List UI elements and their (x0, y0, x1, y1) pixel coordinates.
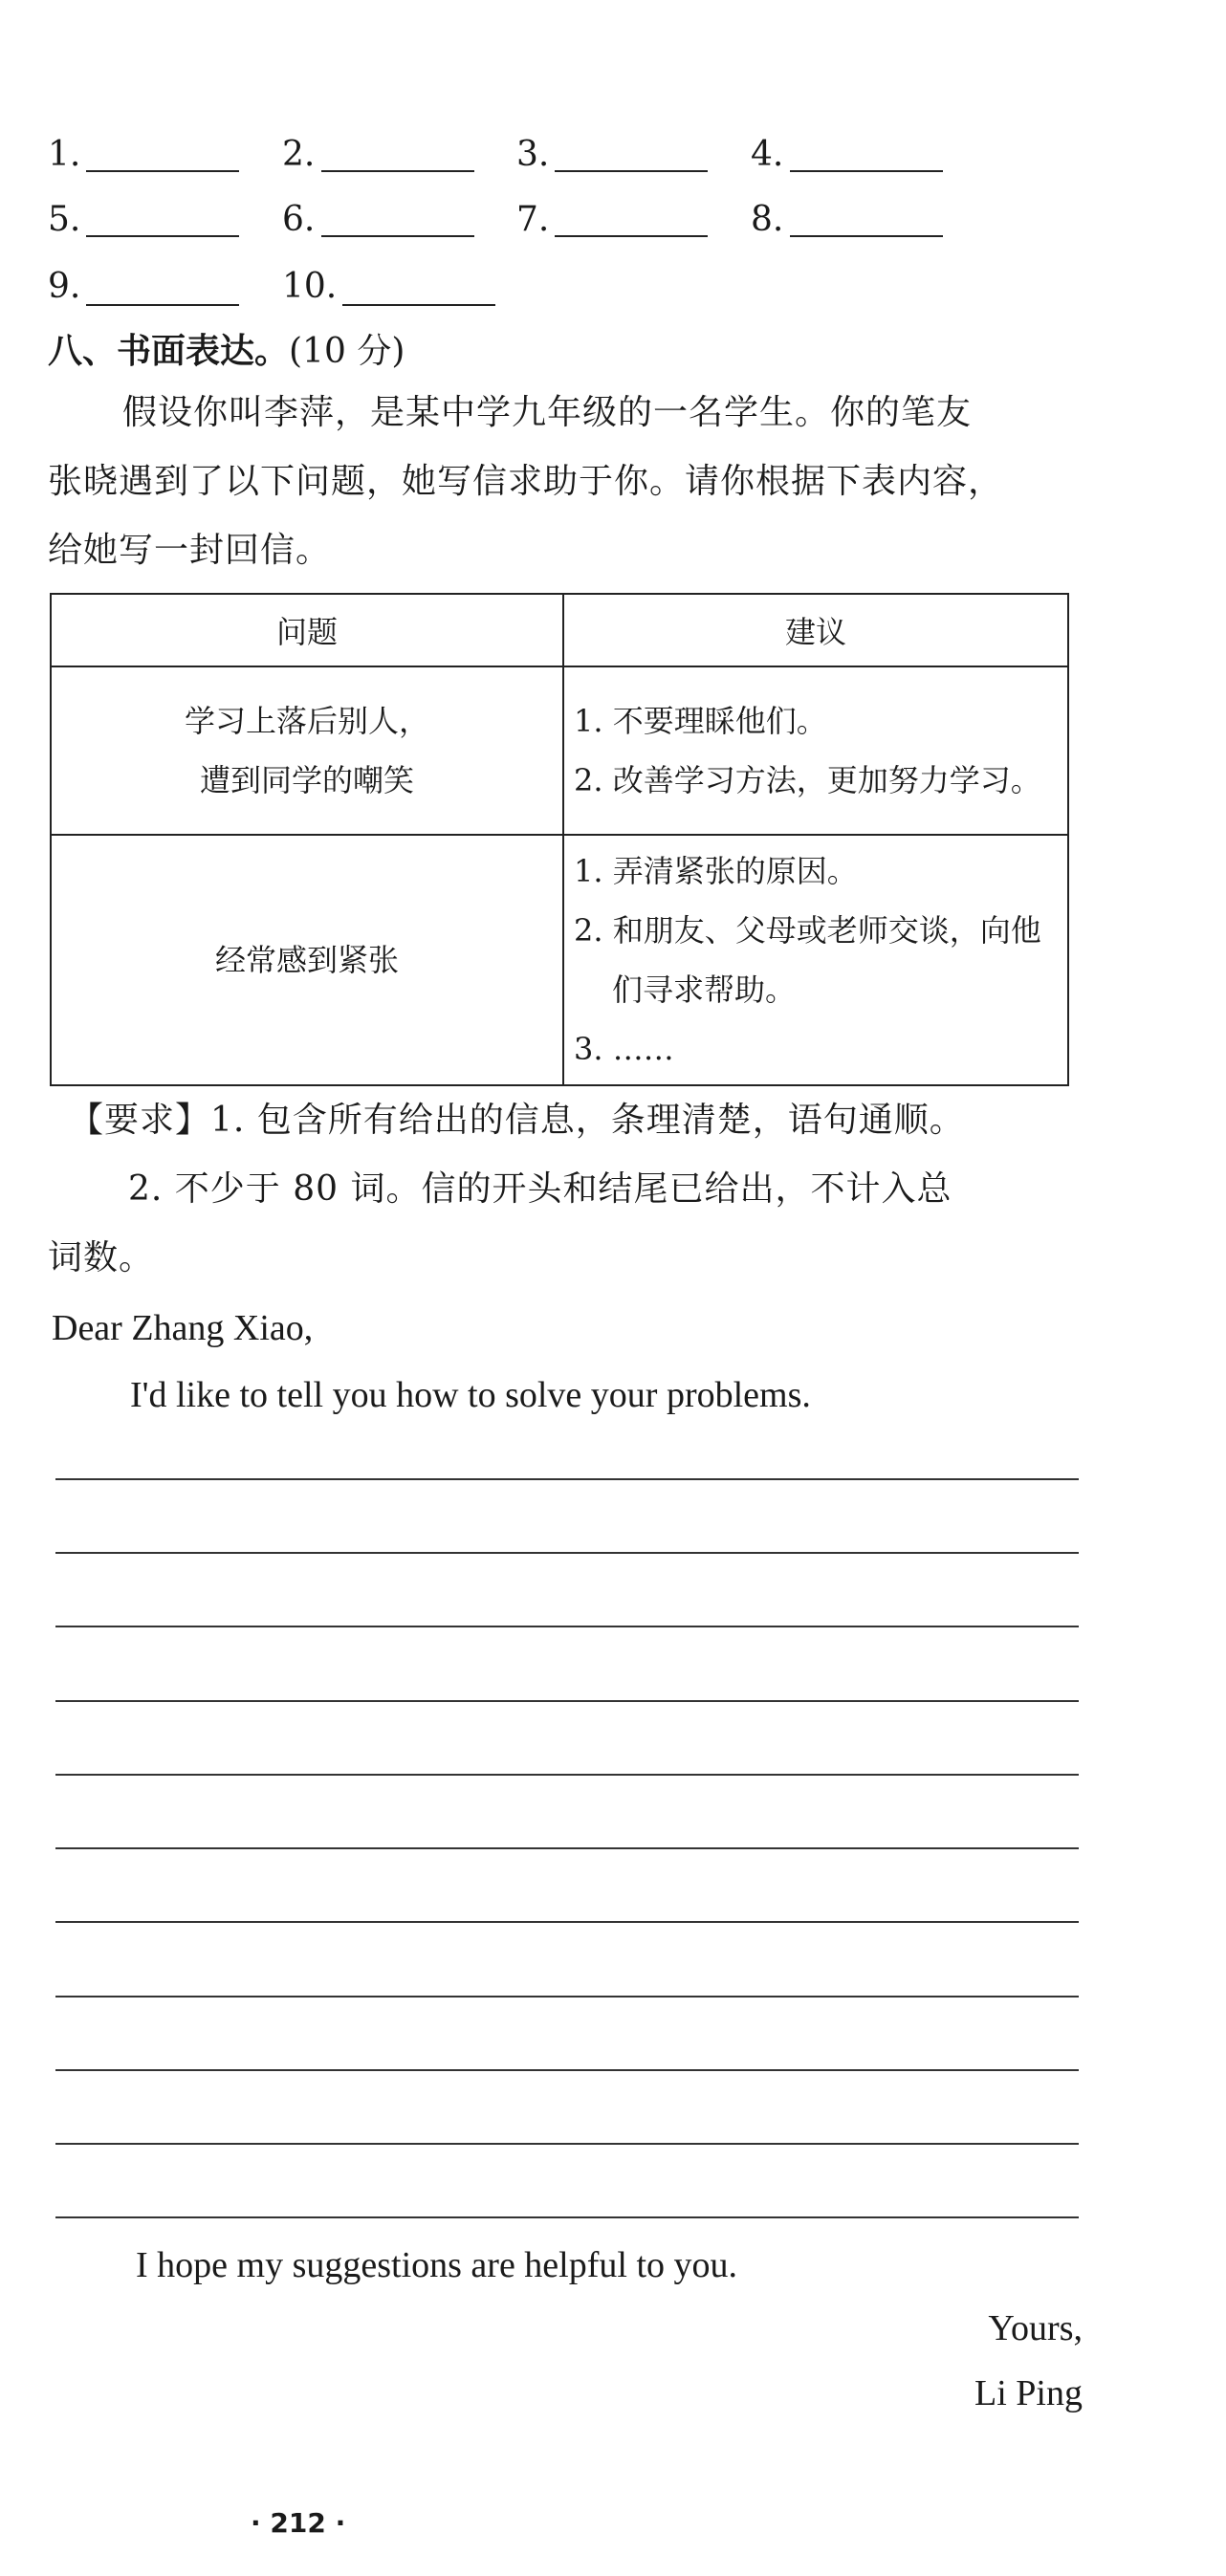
section-score: (10 分) (289, 332, 405, 371)
table-row (51, 835, 1068, 1085)
prompt-line-2: 张晓遇到了以下问题，她写信求助于你。请你根据下表内容， (48, 462, 1004, 501)
header-problem: 问题 (51, 594, 563, 666)
suggestion-cell (563, 666, 1068, 835)
blank-label-9: 9. (48, 267, 81, 306)
blank-label-5: 5. (48, 200, 81, 239)
page-number: · 212 · (251, 2507, 346, 2539)
blank-label-8: 8. (751, 200, 784, 239)
blank-label-2: 2. (282, 135, 316, 174)
writing-line[interactable] (55, 1847, 1079, 1849)
requirement-line-1: 【要求】1. 包含所有给出的信息，条理清楚，语句通顺。 (69, 1101, 965, 1140)
suggestion-item: 们寻求帮助。 (612, 971, 797, 1008)
table-header-row (51, 594, 1068, 666)
writing-line[interactable] (55, 1921, 1079, 1923)
blank-label-10: 10. (282, 267, 338, 306)
letter-opening: I'd like to tell you how to solve your problems. (130, 1375, 811, 1415)
problem-line: 学习上落后别人， (184, 703, 429, 739)
letter-signature: Li Ping (974, 2373, 1083, 2413)
letter-salutation: Dear Zhang Xiao, (52, 1308, 314, 1348)
prompt-line-1: 假设你叫李萍，是某中学九年级的一名学生。你的笔友 (122, 393, 973, 432)
requirement-line-3: 词数。 (48, 1238, 155, 1277)
suggestion-cell (563, 835, 1068, 1085)
letter-sign-off: Yours, (988, 2308, 1083, 2348)
writing-line[interactable] (55, 2216, 1079, 2218)
problem-cell (51, 835, 563, 1085)
writing-line[interactable] (55, 1626, 1079, 1627)
blank-label-6: 6. (282, 200, 316, 239)
problem-line: 经常感到紧张 (214, 942, 399, 978)
writing-line[interactable] (55, 1478, 1079, 1480)
writing-line[interactable] (55, 2143, 1079, 2145)
answer-blank-5[interactable] (86, 235, 239, 237)
answer-blank-9[interactable] (86, 304, 239, 306)
requirement-line-2: 2. 不少于 80 词。信的开头和结尾已给出，不计入总 (128, 1169, 952, 1209)
answer-blank-6[interactable] (321, 235, 474, 237)
writing-line[interactable] (55, 1552, 1079, 1554)
answer-blank-8[interactable] (790, 235, 943, 237)
answer-blank-2[interactable] (321, 170, 474, 172)
blank-label-1: 1. (48, 135, 81, 174)
answer-blank-3[interactable] (555, 170, 708, 172)
answer-blank-10[interactable] (342, 304, 495, 306)
prompt-line-3: 给她写一封回信。 (48, 531, 332, 570)
writing-line[interactable] (55, 2069, 1079, 2071)
suggestion-item: 1. 不要理睬他们。 (574, 703, 827, 739)
header-suggestion: 建议 (563, 594, 1068, 666)
suggestion-item: 3. …… (574, 1031, 674, 1067)
suggestion-item: 2. 改善学习方法，更加努力学习。 (574, 762, 1041, 798)
blank-label-4: 4. (751, 135, 784, 174)
blank-label-3: 3. (516, 135, 550, 174)
answer-blank-1[interactable] (86, 170, 239, 172)
suggestion-item: 1. 弄清紧张的原因。 (574, 853, 858, 889)
table-row (51, 666, 1068, 835)
writing-line[interactable] (55, 1774, 1079, 1776)
problem-suggestion-table (50, 593, 1069, 1086)
writing-line[interactable] (55, 1996, 1079, 1997)
section-title: 八、书面表达。 (48, 332, 290, 371)
letter-closing: I hope my suggestions are helpful to you. (136, 2245, 738, 2285)
problem-line: 遭到同学的嘲笑 (199, 762, 414, 798)
suggestion-item: 2. 和朋友、父母或老师交谈，向他 (574, 912, 1041, 949)
problem-cell (51, 666, 563, 835)
section-heading (48, 331, 405, 373)
answer-blank-4[interactable] (790, 170, 943, 172)
answer-blank-7[interactable] (555, 235, 708, 237)
writing-line[interactable] (55, 1700, 1079, 1702)
blank-label-7: 7. (516, 200, 550, 239)
